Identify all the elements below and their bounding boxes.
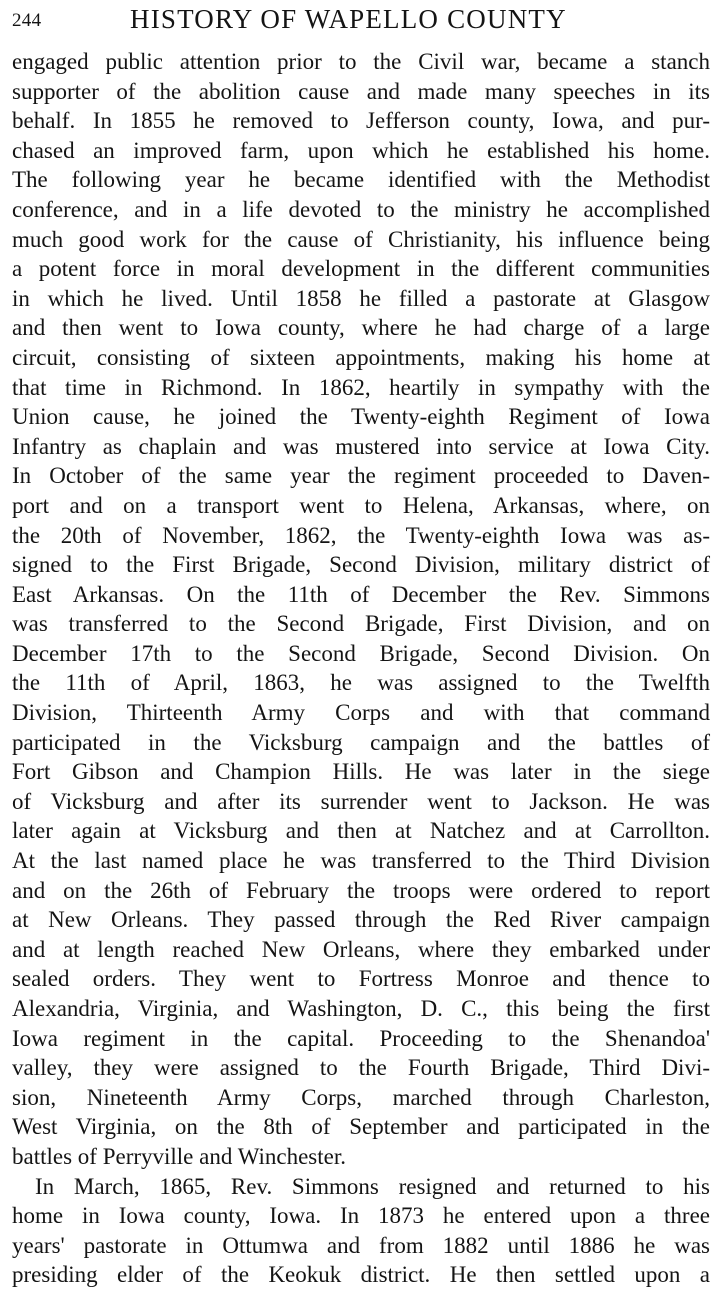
text-line: later again at Vicksburg and then at Natchez and at Carrollton. [12,818,710,844]
text-line: In October of the same year the regiment proceeded to Daven- [12,463,710,489]
text-line: Union cause, he joined the Twenty-eighth Regiment of Iowa [12,404,710,430]
text-line: West Virginia, on the 8th of September and participated in the [12,1114,710,1140]
text-line: home in Iowa county, Iowa. In 1873 he entered upon a three [12,1203,710,1229]
text-line: and on the 26th of February the troops were ordered to report [12,877,710,903]
text-line: At the last named place he was transferred to the Third Division [12,848,710,874]
text-line: of Vicksburg and after its surrender went to Jackson. He was [12,788,710,814]
text-line: behalf. In 1855 he removed to Jefferson county, Iowa, and pur- [12,108,710,134]
text-line: was transferred to the Second Brigade, First Division, and on [12,611,710,637]
text-line: presiding elder of the Keokuk district. He then settled upon a [12,1262,710,1288]
text-line: in which he lived. Until 1858 he filled a pastorate at Glasgow [12,285,710,311]
text-line: signed to the First Brigade, Second Division, military district of [12,552,710,578]
text-line: chased an improved farm, upon which he established his home. [12,137,710,163]
text-line: sealed orders. They went to Fortress Monroe and thence to [12,966,710,992]
paragraph-start-line: In March, 1865, Rev. Simmons resigned and returned to his [35,1173,710,1199]
text-line: December 17th to the Second Brigade, Second Division. On [12,640,710,666]
text-line: Division, Thirteenth Army Corps and with that command [12,700,710,726]
text-line: and then went to Iowa county, where he had charge of a large [12,315,710,341]
text-line: a potent force in moral development in the different communities [12,256,710,282]
text-line: and at length reached New Orleans, where they embarked under [12,936,710,962]
text-line: Infantry as chaplain and was mustered into service at Iowa City. [12,433,710,459]
body-text [12,47,710,1290]
text-line: Iowa regiment in the capital. Proceeding to the Shenandoa' [12,1025,710,1051]
text-line: circuit, consisting of sixteen appointments, making his home at [12,344,710,370]
text-line: The following year he became identified with the Methodist [12,167,710,193]
running-head: HISTORY OF WAPELLO COUNTY [130,4,567,34]
paragraph-end-line: battles of Perryville and Winchester. [12,1143,346,1169]
text-line: much good work for the cause of Christianity, his influence being [12,226,710,252]
text-line: participated in the Vicksburg campaign and the battles of [12,729,710,755]
text-line: that time in Richmond. In 1862, heartily in sympathy with the [12,374,710,400]
text-line: the 11th of April, 1863, he was assigned to the Twelfth [12,670,710,696]
page-number: 244 [12,10,42,31]
text-line: port and on a transport went to Helena, Arkansas, where, on [12,492,710,518]
text-line: Alexandria, Virginia, and Washington, D. C., this being the first [12,996,710,1021]
text-line: the 20th of November, 1862, the Twenty-eighth Iowa was as- [12,522,710,548]
text-line: engaged public attention prior to the Civil war, became a stanch [12,49,710,74]
page-header [12,4,702,38]
text-line: supporter of the abolition cause and made many speeches in its [12,78,710,104]
text-line: sion, Nineteenth Army Corps, marched through Charleston, [12,1084,710,1110]
text-line: Fort Gibson and Champion Hills. He was later in the siege [12,759,710,785]
text-line: at New Orleans. They passed through the Red River campaign [12,907,710,933]
text-line: conference, and in a life devoted to the ministry he accomplished [12,196,710,222]
text-line: years' pastorate in Ottumwa and from 1882 until 1886 he was [12,1232,710,1258]
text-line: valley, they were assigned to the Fourth Brigade, Third Divi- [12,1055,710,1081]
text-line: East Arkansas. On the 11th of December the Rev. Simmons [12,581,710,607]
